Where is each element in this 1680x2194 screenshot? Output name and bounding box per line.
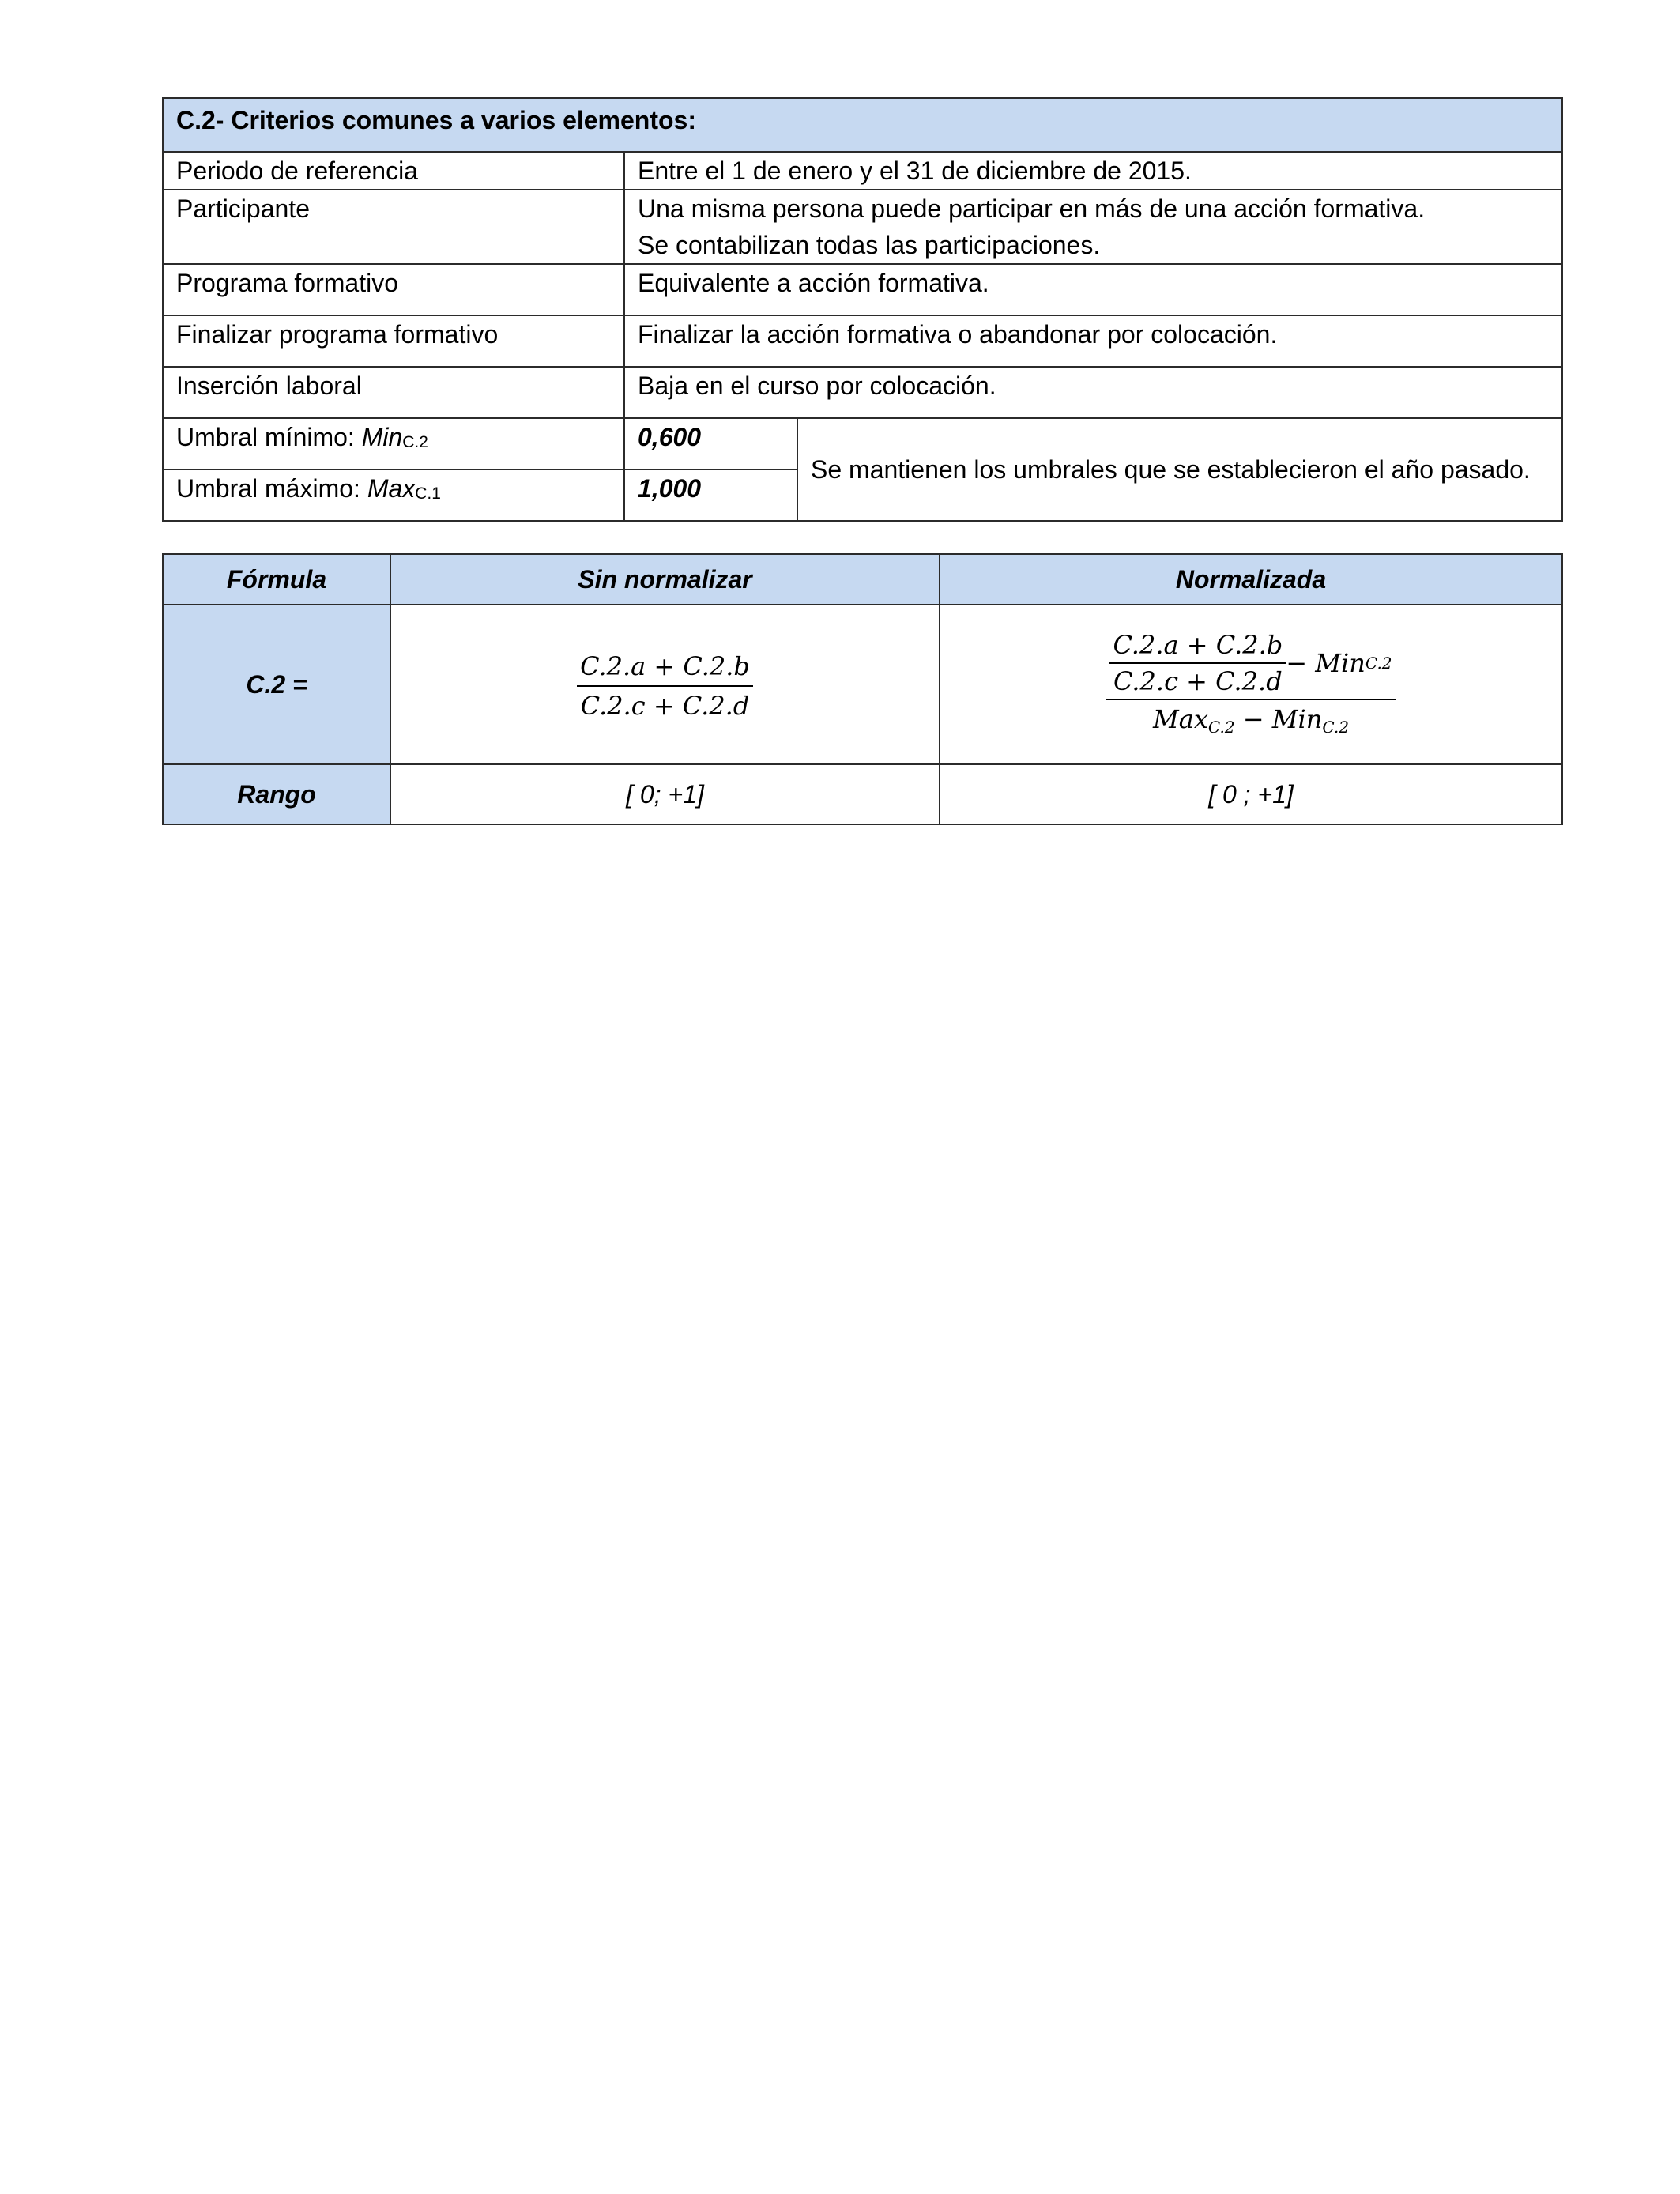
formula-normalized-den-minus-min: − Min	[1234, 703, 1323, 734]
formula-raw-expression	[577, 650, 753, 722]
criteria-value-line: Se contabilizan todas las participaciones.	[638, 231, 1101, 259]
umbral-max-label	[163, 469, 624, 521]
criteria-row	[163, 315, 1562, 367]
criteria-value	[624, 190, 1562, 264]
criteria-row	[163, 367, 1562, 418]
criteria-label: Participante	[163, 190, 624, 264]
formula-normalized-minus-min: − Min	[1286, 647, 1365, 678]
umbral-max-prefix: Umbral máximo:	[176, 474, 367, 503]
formula-row	[163, 605, 1562, 764]
formula-normalized-min-sub: C.2	[1365, 653, 1392, 673]
formula-normalized-max: Max	[1152, 703, 1208, 734]
umbral-min-row	[163, 418, 1562, 469]
umbral-max-sub: C.1	[415, 484, 441, 503]
range-raw: [ 0; +1]	[390, 764, 940, 824]
range-label: Rango	[163, 764, 390, 824]
formula-header-row	[163, 554, 1562, 605]
umbral-min-var: Min	[361, 423, 403, 451]
criteria-value: Entre el 1 de enero y el 31 de diciembre de 2015.	[624, 152, 1562, 190]
umbral-note	[797, 418, 1562, 521]
formula-table	[162, 553, 1563, 825]
criteria-row	[163, 190, 1562, 264]
criteria-value: Baja en el curso por colocación.	[624, 367, 1562, 418]
umbral-min-prefix: Umbral mínimo:	[176, 423, 362, 451]
header-normalized: Normalizada	[940, 554, 1562, 605]
header-formula: Fórmula	[163, 554, 390, 605]
umbral-min-value: 0,600	[624, 418, 797, 469]
formula-normalized-inner-fraction	[1109, 631, 1286, 696]
formula-normalized-inner-numerator: C.2.a + C.2.b	[1109, 631, 1286, 664]
criteria-label: Finalizar programa formativo	[163, 315, 624, 367]
formula-normalized-denominator	[1150, 700, 1352, 743]
formula-normalized-expression	[1106, 631, 1395, 743]
umbral-min-sub: C.2	[402, 433, 428, 451]
criteria-row	[163, 152, 1562, 190]
header-raw: Sin normalizar	[390, 554, 940, 605]
criteria-table	[162, 97, 1563, 522]
criteria-value-line: Una misma persona puede participar en más de una acción formativa.	[638, 194, 1426, 223]
criteria-label: Inserción laboral	[163, 367, 624, 418]
criteria-title: C.2- Criterios comunes a varios elementos:	[163, 98, 1562, 152]
criteria-label: Programa formativo	[163, 264, 624, 315]
umbral-max-value: 1,000	[624, 469, 797, 521]
formula-label: C.2 =	[163, 605, 390, 764]
formula-raw-fraction	[577, 650, 753, 722]
formula-normalized-numerator	[1106, 631, 1395, 700]
formula-normalized	[940, 605, 1562, 764]
umbral-note-text: Se mantienen los umbrales que se establecieron el año pasado.	[811, 455, 1531, 484]
range-row	[163, 764, 1562, 824]
formula-normalized-inner-denominator: C.2.c + C.2.d	[1113, 665, 1283, 696]
umbral-max-var: Max	[367, 474, 416, 503]
formula-raw-denominator: C.2.c + C.2.d	[580, 690, 750, 721]
umbral-min-label	[163, 418, 624, 469]
criteria-value: Equivalente a acción formativa.	[624, 264, 1562, 315]
criteria-label: Periodo de referencia	[163, 152, 624, 190]
formula-normalized-outer-fraction	[1106, 631, 1395, 743]
criteria-row	[163, 264, 1562, 315]
formula-normalized-den-min-sub: C.2	[1322, 717, 1349, 737]
formula-raw-numerator: C.2.a + C.2.b	[577, 650, 753, 687]
range-normalized: [ 0 ; +1]	[940, 764, 1562, 824]
criteria-value: Finalizar la acción formativa o abandonar por colocación.	[624, 315, 1562, 367]
criteria-title-row	[163, 98, 1562, 152]
formula-normalized-max-sub: C.2	[1207, 717, 1235, 737]
formula-raw	[390, 605, 940, 764]
